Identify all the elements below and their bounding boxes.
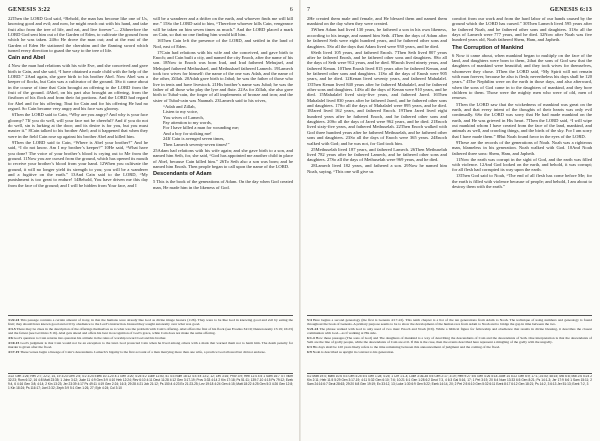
paragraph: 6 Now it came about, when mankind began to multiply on the face of the land, and daughters were born to them, 2that the sons of God saw that the daughters of mankind were beautiful; and they took wives for themselves, whomever they chose. 3Then the LORD said, “My Spirit will not remain with man forever, because he also is flesh; nevertheless his days shall be 120 years.” 4The Nephilim were on the earth in those days, and also afterward, when the sons of God came in to the daughters of mankind, and they bore children to them. Those were the mighty men who were of old, men of renown.	[452, 52, 592, 101]
paragraph: 25Methuselah lived 187 years, and fathered Lamech. 26Then Methuselah lived 782 years after he fathered Lamech, and he fathered other sons and daughters. 27So all the days of Methuselah were 969 years, and he died.	[307, 146, 447, 163]
note-ref: 4:6	[8, 335, 13, 340]
poem-line: For I have killed a man for wounding me;	[163, 125, 240, 131]
paragraph: 11Now the earth was corrupt in the sight of God, and the earth was filled with violence. 12And God looked on the earth, and behold, it was corrupt; for all flesh had corrupted its way upon the earth.	[452, 156, 592, 173]
section-heading: The Corruption of Mankind	[452, 44, 524, 51]
note	[307, 327, 592, 336]
left-columns	[8, 16, 293, 314]
note-ref: 3:22-24	[8, 317, 20, 322]
paragraph: 6Then the LORD said to Cain, “Why are you angry? And why is your face gloomy? 7If you do well, will your face not be cheerful? And if you do not do well, sin is lurking at the door; and its desire is for you, but you must master it.” 8Cain talked to his brother Abel; and it happened that when they were in the field Cain rose up against his brother Abel and killed him.	[8, 112, 148, 139]
note-text: Here begins a second genealogy (the first is Genesis 4:17-22). This tenth chapter is a list of the ten generations from Adam to Noah. The technique of using numbers and genealogy is found throughout the book of Genesis. A primary purpose seems to be to show the development of the human race from Adam to Noah and to bridge the gap in time between the two.	[307, 317, 592, 326]
paragraph: comfort from our work and from the hard labor of our hands caused by the ground which the LORD has cursed.” 30Then Lamech lived 595 years after he fathered Noah, and he fathered other sons and daughters. 31So all the days of Lamech were 777 years, and he died. 32Now after Noah was five hundred years old, Noah fathered Shem, Ham, and Japheth.	[452, 16, 592, 43]
note	[307, 336, 592, 345]
poem-line: You wives of Lamech,	[163, 114, 204, 120]
section-heading: Descendants of Adam	[153, 171, 212, 178]
note-text: How these passages (The sons of God) and The daughters of mankind is a way of describing the descendants of Cain and the descendants of Seth. One interpretation is that the descendants of Seth are the line of godly people, while the descendants of Cain are evil. If this is the case, then the events described here represent a mingling of the godly with the ungodly.	[307, 335, 592, 344]
note	[8, 318, 293, 327]
section-heading: Cain and Abel	[8, 55, 46, 62]
note-text: There may be clues in the description of the offerings themselves as to what was the problem with Cain’s offering. Abel offers the first of his flock (see Exodus 34:19; Deuteronomy 15:19; 16:23) and the fattest (see Leviticus 3:16). Abel gets ahead and offers his best in recognition of God’s grace, while Cain does not make the same offering.	[8, 326, 293, 335]
paragraph: 22Then the LORD God said, “Behold, the man has become like one of Us, knowing good and evil; and now, he might reach out with his hand, and take fruit also from the tree of life, and eat, and live forever”— 23therefore the LORD God sent him out of the Garden of Eden, to cultivate the ground from which he was taken. 24So He drove the man out; and at the east of the Garden of Eden He stationed the cherubim and the flaming sword which turned every direction to guard the way to the tree of life.	[8, 16, 148, 54]
note	[8, 350, 293, 354]
paragraph: 9Then the LORD said to Cain, “Where is Abel your brother?” And he said, “I do not know. Am I my brother’s keeper?” 10He said, “What have you done? The voice of your brother’s blood is crying out to Me from the ground. 11Now you are cursed from the ground, which has opened its mouth to receive your brother’s blood from your hand. 12When you cultivate the ground, it will no longer yield its strength to you; you will be a wanderer and a fugitive on the earth.” 13And Cain said to the LORD, “My punishment is too great to endure! 14Behold, You have driven me this day from the face of the ground; and I will be hidden from Your face, and I	[8, 139, 148, 188]
paragraph: 9These are the records of the generations of Noah. Noah was a righteous man, blameless in his generation. Noah walked with God. 10And Noah fathered three sons: Shem, Ham, and Japheth.	[452, 139, 592, 156]
note	[8, 341, 293, 350]
paragraph: will be a wanderer and a drifter on the earth, and whoever finds me will kill me.” 15So the LORD said to him, “Therefore whoever kills Cain, vengeance will be taken on him seven times as much.” And the LORD placed a mark on Cain, so that no one finding him would kill him.	[153, 16, 293, 38]
left-header	[8, 6, 293, 14]
right-page	[301, 0, 600, 441]
note-text: His days shall be 120 years likely refers to the time remaining between this announcement of judgment and the coming of the flood.	[312, 344, 501, 349]
notes-divider	[8, 315, 293, 316]
left-page	[0, 0, 299, 441]
paragraph: 28Lamech lived 182 years, and fathered a son. 29Now he named him Noah, saying, “This one will give us	[307, 163, 447, 174]
note-ref: 4:10-15	[8, 340, 20, 345]
cross-references: 3:22 Gen 1:26; Rev 2:7; 22:2, 14, 19 3:23 Gen 2:5; 4:2 3:24 Ezek 10:1-20 4:1 Gen 3:20; 4:25 4:2 Luke 11:50, 51 4:3 Num 18:12 4:4 Ex 13:2, 12; Lev 3:16; Prov 3:9; Heb 11:4 4:5 1 Sam 16:7 4:7 Num 32:23; Rom 6:12, 16 4:8 Matt 23:35; 1 John 3:12; Jude 11 4:9 Gen 3:9 4:10 Heb 12:24; Rev 6:10 4:11 Deut 11:28 4:12 Gen 3:17-19; Prov 3:33 4:14 2 Kin 17:18; Ps 51:11; 139:7-10 4:15 Ps 79:12; Ezek 9:4, 6 4:16 Gen 3:8; 4:14; 2 Kin 13:23; Jer 23:39 4:17 Ps 49:11 4:19 Gen 2:24; 16:3; 29:28 4:21 Job 21:12; Ps 150:4 4:23 Ex 21:23-25; Lev 19:18 4:24 Gen 4:15; Matt 18:22 4:25 Gen 5:3 4:26 Gen 12:8; 1 Kin 18:24; Ps 116:17; Joel 2:32; Zeph 3:9 5:1 Gen 1:26, 27; Eph 4:24; Col 3:10	[8, 375, 293, 390]
poem	[163, 104, 293, 147]
paragraph: 25Adam had relations with his wife again; and she gave birth to a son, and named him Seth, for, she said, “God has appointed me another child in place of Abel, because Cain killed him.” 26To Seth also a son was born; and he named him Enosh. Then people began to call upon the name of the LORD.	[153, 147, 293, 169]
note-ref: 6:9	[307, 349, 312, 354]
note-ref: 6:3	[307, 344, 312, 349]
study-notes	[8, 318, 293, 372]
paragraph: 3When Adam had lived 130 years, he fathered a son in his own likeness, according to his image, and named him Seth. 4Then the days of Adam after he fathered Seth were eight hundred years, and he fathered other sons and daughters. 5So all the days that Adam lived were 930 years, and he died.	[307, 27, 447, 49]
paragraph: 2He created them male and female, and He blessed them and named them mankind on the day when they were created.	[307, 16, 447, 27]
note-text: This passage contains a certain amount of irony, in that the humans were already like God as divine image bearers (1:26). They were to be like God in knowing good and evil by eating the fruit; they should have known good and evil by obedience to the Lord’s instruction. Instead they sought autonomy over what was good.	[8, 317, 293, 326]
note-text: God’s question to Cain returns into question his attitude in the rules of worship toward God and his brother.	[13, 335, 167, 340]
paragraph: 16Then Cain left the presence of the LORD, and settled in the land of Nod, east of Eden.	[153, 38, 293, 49]
note-text: The phrase walked with God is only used of two men: Enoch and Noah (6:9). While a biblical figure for fellowship and obedience that results in divine blessing, it describes the closest communion with God—as if walking at His side.	[307, 326, 592, 335]
note	[307, 350, 592, 354]
paragraph: 17Cain had relations with his wife and she conceived, and gave birth to Enoch; and Cain built a city, and named the city Enoch, after the name of his son. 18Now to Enoch was born Irad, and Irad fathered Mehujael, and Mehujael fathered Methushael, and Methushael fathered Lamech. 19Lamech took two wives for himself: the name of the one was Adah, and the name of the other, Zillah. 20Adah gave birth to Jabal; he was the father of those who live in tents and have livestock. 21His brother’s name was Jubal; he was the father of all those who play the lyre and flute. 22As for Zillah, she also gave birth to Tubal-cain, the forger of all implements of bronze and iron; and the sister of Tubal-cain was Naamah. 23Lamech said to his wives,	[153, 49, 293, 103]
paragraph: 5Then the LORD saw that the wickedness of mankind was great on the earth, and that every intent of the thoughts of their hearts was only evil continually. 6So the LORD was sorry that He had made mankind on the earth, and He was grieved in His heart. 7Then the LORD said, “I will wipe out mankind whom I have created from the face of the land, mankind, and animals as well, and crawling things, and the birds of the sky. For I am sorry that I have made them.” 8But Noah found favor in the eyes of the LORD.	[452, 101, 592, 139]
poem-line: Then Lamech seventy-seven times!”	[163, 141, 230, 147]
note-ref: 5:21-24	[307, 326, 319, 331]
paragraph: 6Seth lived 105 years, and fathered Enosh. 7Then Seth lived 807 years after he fathered Enosh, and he fathered other sons and daughters. 8So all the days of Seth were 912 years, and he died. 9Enosh lived ninety years, and fathered Kenan. 10Then Enosh lived 815 years after he fathered Kenan, and he fathered other sons and daughters. 11So all the days of Enosh were 905 years, and he died. 12Kenan lived seventy years, and fathered Mahalalel. 13Then Kenan lived 840 years after he fathered Mahalalel, and he fathered other sons and daughters. 14So all the days of Kenan were 910 years, and he died. 15Mahalalel lived sixty-five years, and fathered Jared. 16Then Mahalalel lived 830 years after he fathered Jared, and he fathered other sons and daughters. 17So all the days of Mahalalel were 895 years, and he died. 18Jared lived 162 years, and fathered Enoch. 19Then Jared lived eight hundred years after he fathered Enoch, and he fathered other sons and daughters. 20So all the days of Jared were 962 years, and he died. 21Enoch lived sixty-five years, and fathered Methuselah. 22Then Enoch walked with God three hundred years after he fathered Methuselah, and he fathered other sons and daughters. 23So all the days of Enoch were 365 years. 24Enoch walked with God; and he was not, for God took him.	[307, 49, 447, 146]
paragraph: 4 Now the man had relations with his wife Eve, and she conceived and gave birth to Cain, and she said, “I have obtained a male child with the help of the LORD.” 2And again, she gave birth to his brother Abel. Now Abel was a keeper of flocks, but Cain was a cultivator of the ground. 3So it came about in the course of time that Cain brought an offering to the LORD from the fruit of the ground. 4Abel, on his part also brought an offering, from the firstborn of his flock and from their fat portions. And the LORD had regard for Abel and for his offering; 5but for Cain and for his offering He had no regard. So Cain became very angry and his face was gloomy.	[8, 63, 148, 112]
note-text: These verses begin a lineage of Cain’s descendants. Lamech’s bigamy is the first account of a man marrying more than one wife, a practice God allowed but did not endorse.	[20, 349, 266, 354]
left-page-number: 6	[289, 7, 293, 13]
xref-divider	[307, 373, 592, 374]
study-notes	[307, 318, 592, 372]
paragraph: 13Then God said to Noah, “The end of all flesh has come before Me; for the earth is filled with violence because of people; and behold, I am about to destroy them with the earth.”	[452, 173, 592, 190]
xref-divider	[8, 373, 293, 374]
poem-line: Pay attention to my words,	[163, 120, 212, 126]
note	[8, 327, 293, 336]
right-running-head: GENESIS 6:13	[549, 6, 592, 13]
left-running-head: GENESIS 3:22	[8, 6, 51, 13]
right-header	[307, 6, 592, 14]
poem-line: 24If Cain is avenged seven times,	[163, 136, 225, 142]
note	[8, 336, 293, 340]
paragraph: 5 This is the book of the generations of Adam. On the day when God created man, He made him in the likeness of God.	[153, 179, 293, 190]
left-column-2	[153, 16, 293, 314]
poem-line: “Adah and Zillah,	[163, 104, 196, 110]
note-ref: 4:17-19	[8, 349, 20, 354]
note	[307, 345, 592, 349]
right-page-number: 7	[307, 7, 311, 13]
left-column-1	[8, 16, 148, 314]
note-text: God’s judgment is that Cain would not be an exception to the land. God protected Cain when he lived among others with a mark that warned them not to harm him. The death penalty for murder is given after the flood.	[8, 340, 293, 349]
right-column-2	[452, 16, 592, 314]
poem-line: Listen to my voice,	[163, 109, 199, 115]
note-ref: 4:3-5	[8, 326, 16, 331]
cross-references: 5:2 Matt 19:4; Mark 10:6 5:3 Gen 4:25 5:4 Gen 1:28; 4:25; 1 Chr 1:1-4; Luke 3:36-38 5:5 Gen 2:17; 3:19; Heb 9:27 5:6 Gen 4:26 5:18 Jude 14 5:22 Gen 6:9; 17:1; 24:40; 48:15; Mic 6:8; Mal 2:6 5:24 2 Kin 2:11; Heb 11:5 5:29 Gen 3:17-19; 4:11 5:32 Gen 6:10; 7:6; 10:21 6:1 Gen 1:28 6:2 Deut 7:3, 4 6:3 Gal 5:16, 17; 1 Pet 3:19, 20 6:4 Num 13:33 6:5 Gen 8:21; Ps 14:1-3; Jer 17:9 6:6 1 Sam 15:11; 2 Sam 24:16 6:7 Deut 28:63; 29:20 6:8 Gen 19:19; Ex 33:12, 13; Luke 1:30 6:9 Gen 5:22; Ezek 14:14, 20; 2 Pet 2:5 6:10 Gen 5:32 6:11 Ezek 8:17 6:12 Gen 18:21; Ps 14:2, 3 6:13 Jer 51:13; Ezek 7:2, 3	[307, 375, 592, 386]
poem-line: And a boy for striking me!	[163, 130, 212, 136]
right-column-1	[307, 16, 447, 314]
note-ref: 5:4	[307, 317, 312, 322]
note-ref: 6:1-4	[307, 335, 315, 340]
note-text: Noah is described as upright in contrast to his generation.	[312, 349, 395, 354]
notes-divider	[307, 315, 592, 316]
right-columns	[307, 16, 592, 314]
note	[307, 318, 592, 327]
